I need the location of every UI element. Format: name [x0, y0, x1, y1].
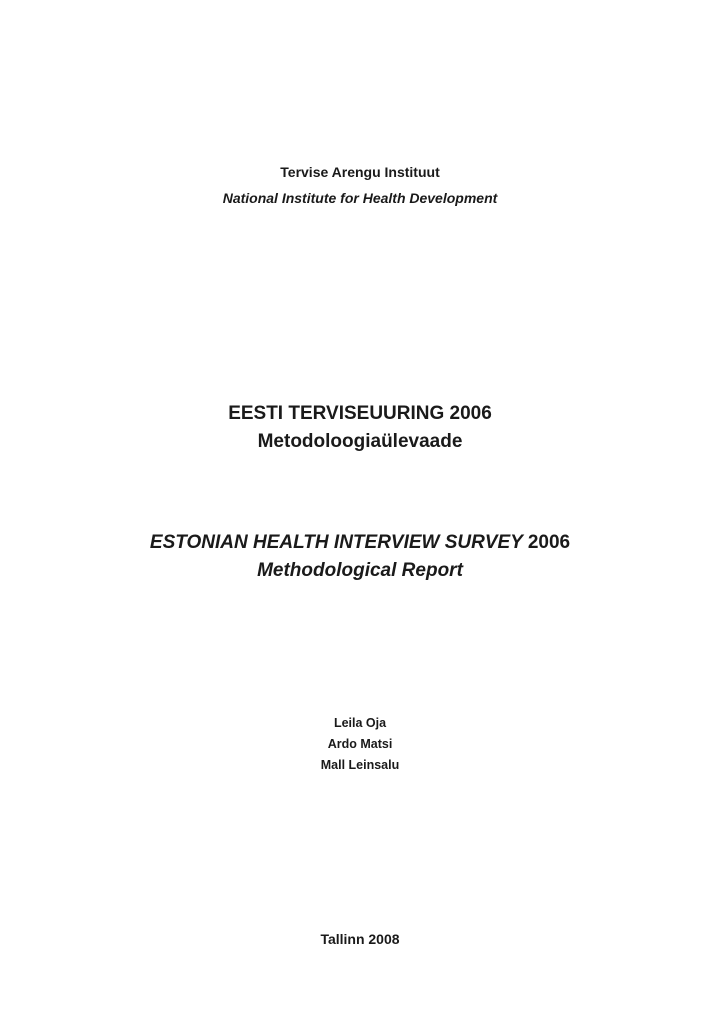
estonian-title-block	[0, 400, 720, 456]
english-title-year: 2006	[527, 532, 571, 553]
english-title	[0, 529, 720, 557]
institute-name-english: National Institute for Health Development	[222, 190, 498, 206]
author-name: Ardo Matsi	[327, 737, 393, 751]
institute-block	[0, 162, 720, 208]
author-name: Leila Oja	[333, 716, 387, 730]
english-title-text: ESTONIAN HEALTH INTERVIEW SURVEY	[149, 532, 523, 553]
estonian-title: EESTI TERVISEUURING 2006	[228, 403, 492, 424]
author-name: Mall Leinsalu	[320, 758, 400, 772]
institute-name-estonian: Tervise Arengu Instituut	[280, 164, 440, 180]
place-year-text: Tallinn 2008	[320, 931, 400, 947]
english-subtitle: Methodological Report	[257, 560, 463, 581]
english-title-block	[0, 529, 720, 585]
estonian-subtitle: Metodoloogiaülevaade	[257, 431, 463, 452]
authors-list	[0, 713, 720, 776]
publication-place-year	[0, 929, 720, 949]
